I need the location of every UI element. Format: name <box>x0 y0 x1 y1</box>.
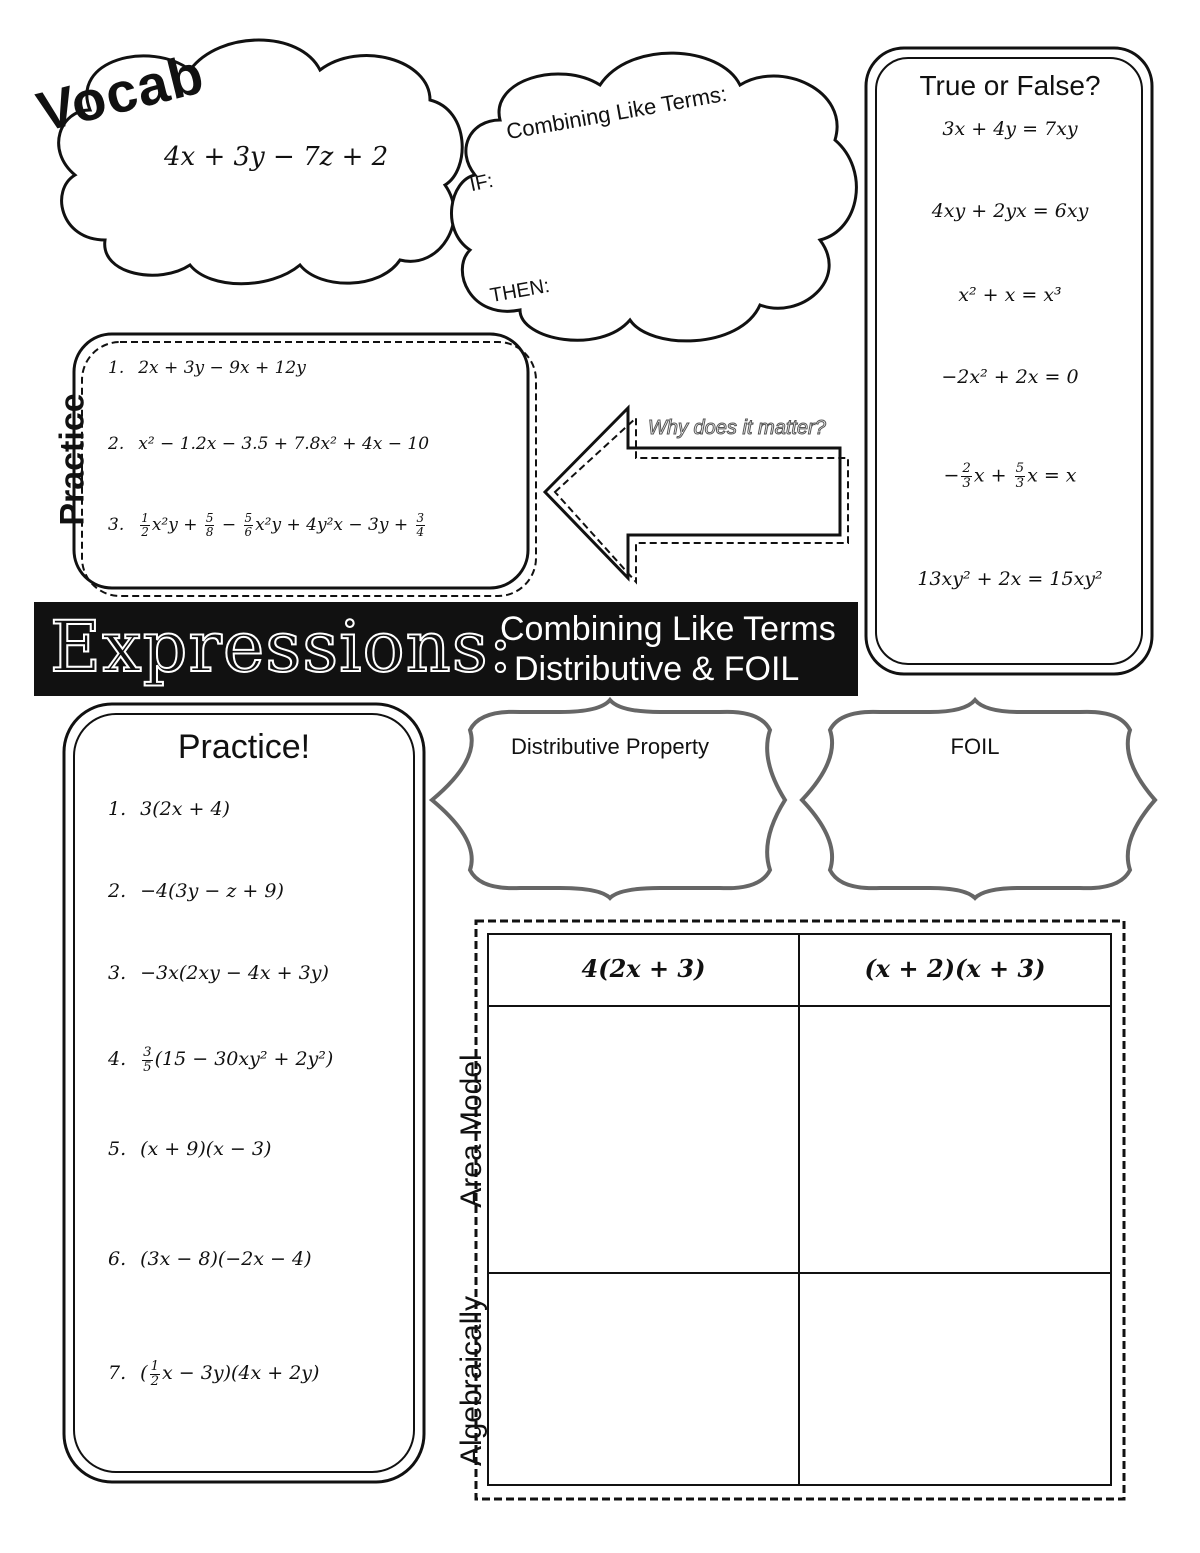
vocab-expression: 4x + 3y − 7z + 2 <box>164 142 389 172</box>
true-false-item-5: − $\frac{2}{3}$ x + $\frac{5}{3}$ x = x <box>943 461 1077 491</box>
true-false-item-6: 13xy² + 2x = 15xy² <box>917 568 1103 590</box>
banner-main: Expressions: <box>50 606 514 688</box>
true-false-item-2: 4xy + 2yx = 6xy <box>931 200 1089 222</box>
practice-bottom-title: Practice! <box>177 728 311 766</box>
banner-sub2: Distributive & FOIL <box>514 650 800 688</box>
practice-top-item-2: 2. x² − 1.2x − 3.5 + 7.8x² + 4x − 10 <box>108 434 430 454</box>
table-row2-label: Algebraically <box>455 1295 488 1467</box>
banner-sub1: Combining Like Terms <box>500 610 836 648</box>
practice-bottom-item-5: 5. (x + 9)(x − 3) <box>108 1138 272 1160</box>
practice-bottom-box-inner <box>74 714 414 1472</box>
true-false-item-1: 3x + 4y = 7xy <box>942 118 1078 140</box>
practice-bottom-item-3: 3. −3x(2xy − 4x + 3y) <box>108 962 329 984</box>
combining-title: Combining Like Terms: <box>504 80 729 145</box>
practice-bottom-item-4: 4. $\frac{3}{5}$ (15 − 30xy² + 2y²) <box>108 1045 334 1075</box>
distributive-title: Distributive Property <box>510 734 710 759</box>
table-row1-label: Area Model <box>455 1054 488 1208</box>
foil-frame <box>802 700 1155 898</box>
true-false-item-3: x² + x = x³ <box>958 284 1062 306</box>
practice-top-label: Practice <box>53 393 92 526</box>
true-false-item-4: −2x² + 2x = 0 <box>941 366 1079 388</box>
practice-bottom-item-7: 7. ( $\frac{1}{2}$ x − 3y)(4x + 2y) <box>108 1359 320 1389</box>
foil-title: FOIL <box>950 734 1000 759</box>
practice-bottom-item-6: 6. (3x − 8)(−2x − 4) <box>108 1248 312 1270</box>
true-false-title: True or False? <box>919 70 1101 101</box>
table-col1-header: 4(2x + 3) <box>581 954 706 983</box>
practice-bottom-item-1: 1. 3(2x + 4) <box>108 798 230 820</box>
practice-top-item-1: 1. 2x + 3y − 9x + 12y <box>108 358 306 378</box>
combining-if-label: IF: <box>467 169 496 197</box>
practice-top-box-dashed <box>82 342 536 596</box>
table-col2-header: (x + 2)(x + 3) <box>864 954 1046 983</box>
distributive-frame <box>432 700 785 898</box>
vocab-title: Vocab <box>30 41 211 144</box>
arrow-note: Why does it matter? <box>648 417 826 439</box>
practice-bottom-item-2: 2. −4(3y − z + 9) <box>108 880 284 902</box>
combining-then-label: THEN: <box>488 274 552 308</box>
practice-top-item-3: 3. $\frac{1}{2}$ x²y + $\frac{5}{8}$ − $\frac{5}{6}$ x²y + 4y²x − 3y + $\frac{3}{4}$ <box>108 511 425 539</box>
